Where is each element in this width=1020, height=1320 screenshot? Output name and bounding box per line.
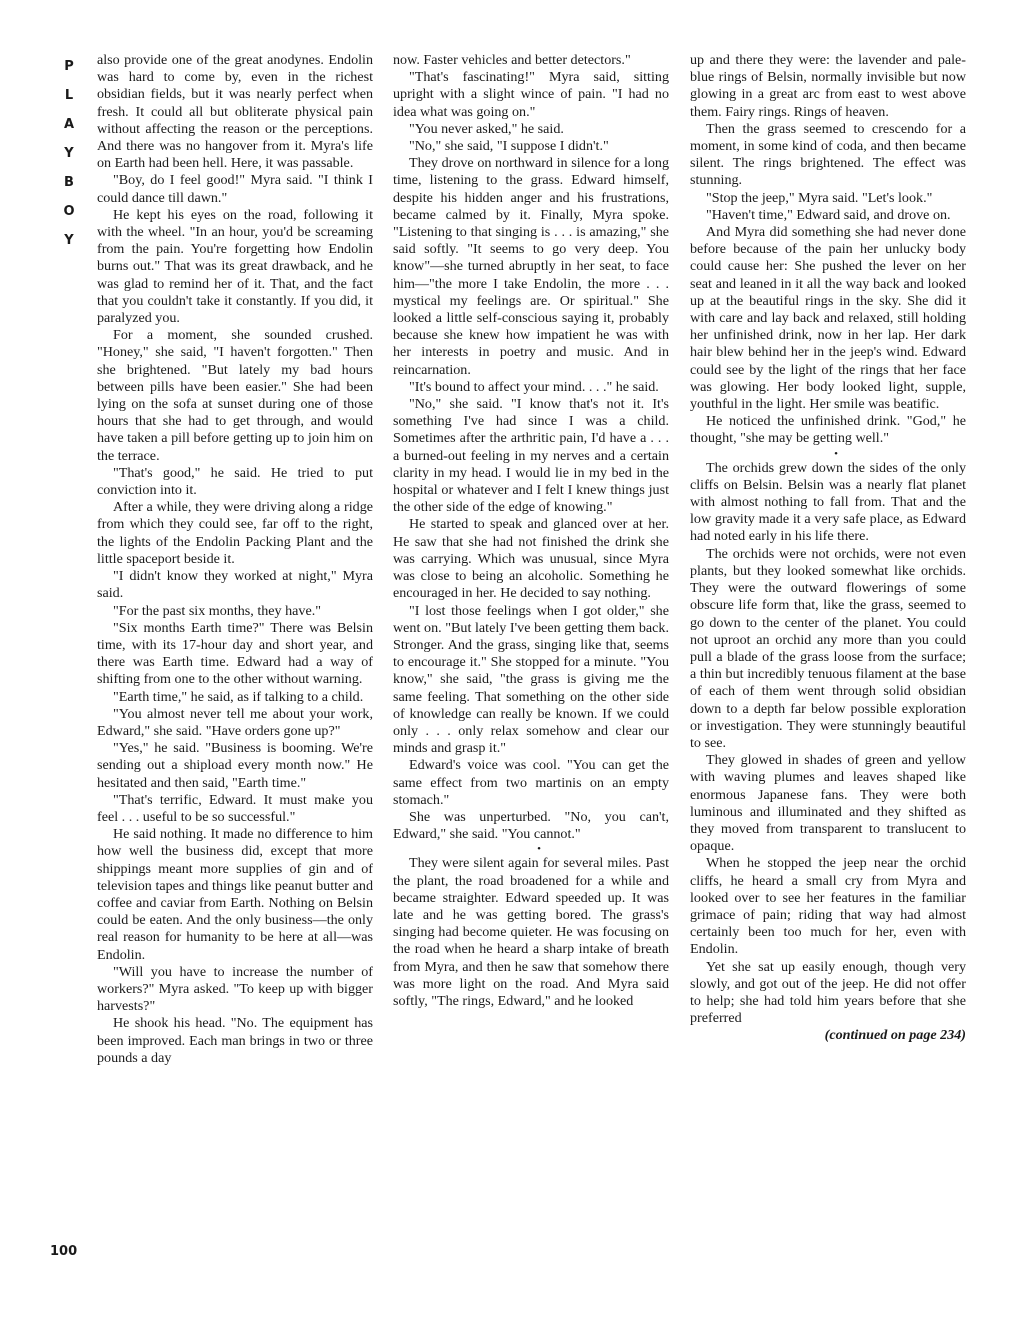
text-column-2: [393, 52, 669, 1284]
paragraph: He shook his head. "No. The equipment has been improved. Each man brings in two or three pounds a day: [97, 1015, 373, 1066]
paragraph: "Stop the jeep," Myra said. "Let's look.": [706, 189, 933, 206]
brand-letter: P: [64, 59, 74, 74]
paragraph: "I lost those feelings when I got older," she went on. "But lately I've been getting them back. Stronger. And the grass, singing like that, seems to encourage it." She stopped for a minute. "You know," she said, "the grass is giving me the same feeling. That something on the other side of knowledge can really be known. If we could only . . . only relax somehow and clear our minds and grasp it.": [393, 602, 669, 757]
paragraph: Edward's voice was cool. "You can get the same effect from two martinis on an empty stomach.": [393, 757, 669, 808]
paragraph: "You never asked," he said.: [409, 120, 564, 137]
paragraph: He started to speak and glanced over at her. He saw that she had not finished the drink she was carrying. Which was unusual, since Myra was close to being an alcoholic. Something he encouraged in her. He decided to say nothing.: [393, 516, 669, 602]
paragraph: "For the past six months, they have.": [113, 602, 322, 619]
section-break: •: [834, 447, 838, 460]
brand-letter: L: [64, 88, 74, 103]
text-column-1: [97, 52, 373, 1284]
paragraph: "That's fascinating!" Myra said, sitting upright with a slight wince of pain. "I had no idea what was going on.": [393, 69, 669, 120]
paragraph: "You almost never tell me about your work, Edward," she said. "Have orders gone up?": [97, 705, 373, 739]
paragraph: "Will you have to increase the number of workers?" Myra asked. "To keep up with bigger harvests?": [97, 963, 373, 1015]
paragraph: "Yes," he said. "Business is booming. We're sending out a shipload every month now." He hesitated and then said, "Earth time.": [97, 740, 373, 791]
section-break: •: [537, 843, 541, 856]
brand-letter: Y: [64, 233, 74, 248]
paragraph: After a while, they were driving along a ridge from which they could see, far off to the right, the lights of the Endolin Packing Plant and the little spaceport beside it.: [97, 499, 373, 567]
paragraph: For a moment, she sounded crushed. "Honey," she said, "I haven't forgotten." Then she brightened. "But lately my bad hours between pills have been easier." She had been lying on the sofa at sunset during one of those hours that she had to get through, and would have taken a pill before getting up to join him on the terrace.: [97, 327, 373, 464]
paragraph: She was unperturbed. "No, you can't, Edward," she said. "You cannot.": [393, 808, 669, 843]
paragraph: He kept his eyes on the road, following it with the wheel. "In an hour, you'd be screaming from the pain. You're forgetting how Endolin burns out." That was its great drawback, and he was glad to remind her of it. That, and the fact that you couldn't take it constantly. If you did, it paralyzed you.: [97, 206, 373, 327]
paragraph: "That's terrific, Edward. It must make you feel . . . useful to be so successful.": [97, 791, 373, 825]
paragraph: "It's bound to affect your mind. . . ." he said.: [409, 378, 659, 395]
continued-note: (continued on page 234): [824, 1027, 966, 1044]
paragraph: "Boy, do I feel good!" Myra said. "I think I could dance till dawn.": [97, 172, 373, 206]
paragraph: They drove on northward in silence for a long time, listening to the grass. Edward himself, despite his hidden anger and his frustrations, became calmed by it. Finally, Myra spoke. "Listening to that singing is . . . is amazing," she said softly. "It seems to go very deep. You know"—she turned abruptly in her seat, to face him—"the more I take Endolin, the more . . . mystical my feelings are. Or spiritual." She looked a little self-conscious saying it, probably because she knew how impatient he was with her interests in poetry and music. And in reincarnation.: [393, 155, 669, 378]
brand-letter: O: [63, 204, 75, 219]
paragraph: "No," she said, "I suppose I didn't.": [409, 138, 609, 155]
paragraph: They glowed in shades of green and yellow with waving plumes and leaves shaped like enormous Japanese fans. They were both luminous and illuminated and they shifted as they moved from transparent to translucent to opaque.: [690, 752, 966, 855]
paragraph: "I didn't know they worked at night," Myra said.: [97, 568, 373, 602]
paragraph: Then the grass seemed to crescendo for a moment, in some kind of coda, and then became silent. The rings brightened. The effect was stunning.: [690, 120, 966, 189]
brand-letter: B: [64, 175, 74, 190]
paragraph: They were silent again for several miles. Past the plant, the road broadened for a while and became straighter. Edward speeded up. It was late and he was getting bored. The grass's singing had become quieter. He was focusing on the road when he heard a sharp intake of breath from Myra, and then he saw that somehow there was more light on the road. And Myra said softly, "The rings, Edward," and he looked: [393, 855, 669, 1009]
paragraph: up and there they were: the lavender and pale-blue rings of Belsin, normally invisible but now glowing in a great arc from east to west above them. Fairy rings. Rings of heaven.: [690, 52, 966, 120]
paragraph: now. Faster vehicles and better detectors.": [393, 52, 631, 68]
brand-letter: A: [63, 117, 75, 132]
paragraph: "That's good," he said. He tried to put conviction into it.: [97, 464, 373, 499]
paragraph: The orchids were not orchids, were not even plants, but they looked somewhat like orchids. They were the outward flowerings of some obscure life form that, like the grass, seemed to go down to the center of the planet. You could not uproot an orchid any more than you could pull a blade of the grass loose from the surface; a thin but incredibly tenuous filament at the base of each of them went through solid obsidian down to a depth far below possible exploration or investigation. They were stunningly beautiful to see.: [690, 545, 966, 751]
paragraph: And Myra did something she had never done before because of the pain her unlucky body could cause her: She pushed the lever on her seat and leaned in it all the way back and looked up at the beautiful rings in the sky. She did it with care and lay back and relaxed, still holding her unfinished drink, now in her lap. Her dark hair blew behind her in the jeep's wind. Edward could see by the light of the rings that her face was glowing. Her body looked light, supple, youthful in the light. Her smile was beatific.: [690, 224, 966, 413]
magazine-brand: [60, 52, 78, 255]
paragraph: "Haven't time," Edward said, and drove on.: [706, 206, 951, 223]
paragraph: The orchids grew down the sides of the only cliffs on Belsin. Belsin was a nearly flat planet with almost nothing to fall from. That and the low gravity made it a very safe place, as Edward had noted early in his life there.: [690, 459, 966, 545]
text-column-3: [690, 52, 966, 1284]
paragraph: "Six months Earth time?" There was Belsin time, with its 17-hour day and short year, and there was Earth time. Edward had a way of shifting from one to the other without warning.: [97, 619, 373, 688]
paragraph: He noticed the unfinished drink. "God," he thought, "she may be getting well.": [690, 413, 966, 447]
paragraph: When he stopped the jeep near the orchid cliffs, he heard a small cry from Myra and looked over to see her features in the familiar grimace of pain; riding that way had almost certainly been too much for her, even with Endolin.: [690, 855, 966, 958]
brand-letter: Y: [64, 146, 74, 161]
paragraph: "Earth time," he said, as if talking to a child.: [113, 688, 364, 705]
page-number: 100: [50, 1244, 78, 1259]
paragraph: He said nothing. It made no difference to him how well the business did, except that more shippings meant more supplies of gin and of television tapes and things like peanut butter and coffee and caviar from Earth. Nothing on Belsin could be eaten. And the only business—the only real reason for humanity to be here at all—was Endolin.: [97, 826, 373, 963]
paragraph: Yet she sat up easily enough, though very slowly, and got out of the jeep. He did not offer to help; she had told him years before that she preferred: [690, 958, 966, 1027]
paragraph: "No," she said. "I know that's not it. It's something I've had since I was a child. Sometimes after the arthritic pain, I'd have a . . . a burned-out feeling in my nerves and a certain clarity in my head. I would lie in my bed in the hospital or whatever and I felt I knew things just the other side of the edge of knowing.": [393, 396, 669, 516]
paragraph: also provide one of the great anodynes. Endolin was hard to come by, even in the richest obsidian fields, but it was nearly perfect when fresh. It could all but obliterate physical pain without affecting the reason or the perceptions. And there was no hangover from it. Myra's life on Earth had been hell. Here, it was passable.: [97, 52, 373, 172]
